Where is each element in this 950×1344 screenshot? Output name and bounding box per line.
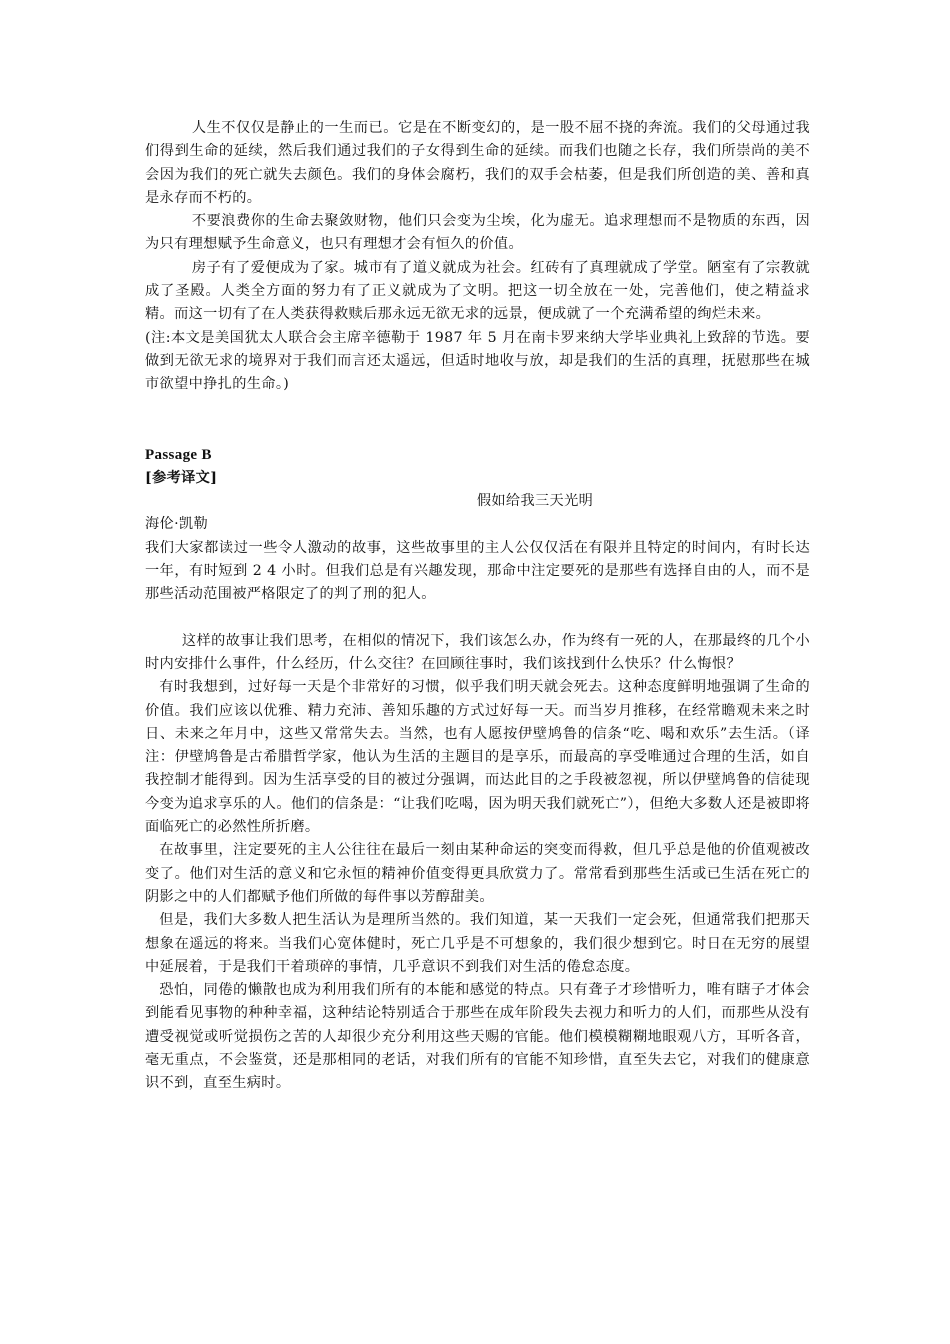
paragraph-spacer [145, 607, 810, 630]
passage-b-paragraph-2: 有时我想到，过好每一天是个非常好的习惯，似乎我们明天就会死去。这种态度鲜明地强调了生命的价值。我们应该以优雅、精力充沛、善知乐趣的方式过好每一天。而当岁月推移，在经常瞻观未来之时日、未来之年月中，这些又常常失去。当然，也有人愿按伊壁鸠鲁的信条“吃、喝和欢乐”去生活。（译注：伊壁鸠鲁是古希腊哲学家，他认为生活的主题目的是享乐，而最高的享受唯通过合理的生活，如自我控制才能得到。因为生活享受的目的被过分强调，而达此目的之手段被忽视，所以伊壁鸠鲁的信徒现今变为追求享乐的人。他们的信条是：“让我们吃喝，因为明天我们就死亡”），但绝大多数人还是被即将面临死亡的必然性所折磨。 [145, 679, 810, 836]
passage-b-title: 假如给我三天光明 [476, 493, 594, 510]
passage-a-paragraph-2: 不要浪费你的生命去聚敛财物，他们只会变为尘埃，化为虚无。追求理想而不是物质的东西，因为只有理想赋予生命意义，也只有理想才会有恒久的价值。 [145, 213, 810, 253]
document-page [145, 117, 810, 1096]
passage-b-intro: 我们大家都读过一些令人激动的故事，这些故事里的主人公仅仅活在有限并且特定的时间内，有时长达一年，有时短到 2 4 小时。但我们总是有兴趣发现，那命中注定要死的是那些有选择自由的人，而不是那些活动范围被严格限定了的判了刑的犯人。 [145, 539, 810, 603]
passage-a-note: (注:本文是美国犹太人联合会主席辛德勒于 1987 年 5 月在南卡罗来纳大学毕业典礼上致辞的节选。要做到无欲无求的境界对于我们而言还太遥远，但适时地收与放，却是我们的生活的真理，抚慰那些在城市欲望中挣扎的生命。) [145, 329, 810, 393]
passage-b-paragraph-3: 在故事里，注定要死的主人公往往在最后一刻由某种命运的突变而得救，但几乎总是他的价值观被改变了。他们对生活的意义和它永恒的精神价值变得更具欣赏力了。常常看到那些生活或已生活在死亡的阴影之中的人们都赋予他们所做的每件事以芳醇甜美。 [145, 842, 810, 905]
section-spacer [145, 397, 810, 444]
passage-b-paragraph-4: 但是，我们大多数人把生活认为是理所当然的。我们知道，某一天我们一定会死，但通常我们把那天想象在遥远的将来。当我们心宽体健时，死亡几乎是不可想象的，我们很少想到它。时日在无穷的展望中延展着，于是我们干着琐碎的事情，几乎意识不到我们对生活的倦怠态度。 [145, 912, 810, 975]
passage-b-heading: Passage B [145, 446, 212, 463]
passage-b-paragraph-1: 这样的故事让我们思考，在相似的情况下，我们该怎么办，作为终有一死的人，在那最终的几个小时内安排什么事件，什么经历，什么交往？在回顾往事时，我们该找到什么快乐？什么悔恨？ [145, 632, 810, 672]
passage-a [145, 117, 810, 397]
passage-b-label: [参考译文] [145, 469, 218, 486]
passage-a-paragraph-1: 人生不仅仅是静止的一生而已。它是在不断变幻的，是一股不屈不挠的奔流。我们的父母通过我们得到生命的延续，然后我们通过我们的子女得到生命的延续。而我们也随之长存，我们所崇尚的美不会因为我们的死亡就失去颜色。我们的身体会腐朽，我们的双手会枯萎，但是我们所创造的美、善和真是永存而不朽的。 [145, 120, 810, 206]
passage-b-author: 海伦·凯勒 [145, 516, 209, 533]
passage-a-paragraph-3: 房子有了爱便成为了家。城市有了道义就成为社会。红砖有了真理就成了学堂。陋室有了宗教就成了圣殿。人类全方面的努力有了正义就成为了文明。把这一切全放在一处，完善他们，使之精益求精。而这一切有了在人类获得救赎后那永远无欲无求的远景，便成就了一个充满希望的绚烂未来。 [145, 259, 810, 323]
passage-b [145, 444, 810, 1096]
passage-b-paragraph-5: 恐怕，同倦的懒散也成为利用我们所有的本能和感觉的特点。只有聋子才珍惜听力，唯有瞎子才体会到能看见事物的种种幸福，这种结论特别适合于那些在成年阶段失去视力和听力的人们，而那些从没有遭受视觉或听觉损伤之苦的人却很少充分利用这些天赐的官能。他们模模糊糊地眼观八方，耳听各音，毫无重点，不会鉴赏，还是那相同的老话，对我们所有的官能不知珍惜，直至失去它，对我们的健康意识不到，直至生病时。 [145, 982, 810, 1092]
